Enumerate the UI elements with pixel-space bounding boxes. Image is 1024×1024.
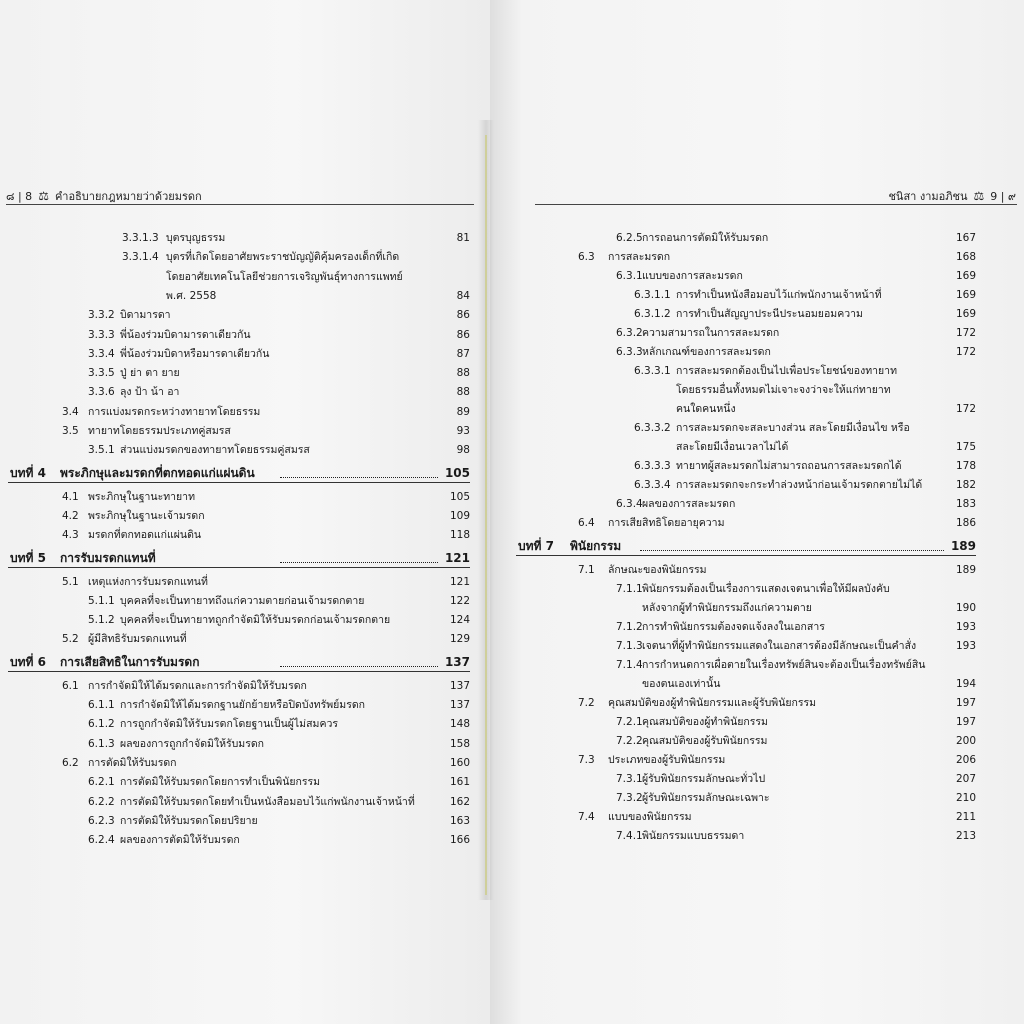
left-header-rule [6,204,474,205]
toc-entry [0,680,480,694]
toc-entry [490,716,1024,730]
toc-entry-page-number: 124 [449,614,470,627]
toc-entry-page-number: 197 [955,716,976,728]
toc-entry-page-number: 88 [456,367,470,380]
toc-entry-title: เหตุแห่งการรับมรดกแทนที่ [88,575,208,588]
toc-entry-title: การทำเป็นหนังสือมอบไว้แก่พนักงานเจ้าหน้าที่ [676,289,882,301]
toc-entry-title: ผู้มีสิทธิรับมรดกแทนที่ [88,633,187,646]
toc-entry-number: 3.4 [62,405,79,418]
toc-entry [490,754,1024,768]
chapter-underline [8,671,470,672]
toc-entry-page-number: 167 [955,232,976,244]
book-spine [485,135,487,895]
toc-entry-number: 3.3.1.3 [122,232,159,244]
toc-entry-page-number: 89 [456,405,470,418]
toc-chapter-entry [490,540,1024,554]
toc-entry [0,776,480,790]
toc-entry-number: 7.4.1 [616,830,643,842]
toc-entry-number: 6.3.2 [616,327,643,339]
toc-entry-title: ทายาทโดยธรรมประเภทคู่สมรส [88,425,231,437]
toc-entry [0,633,480,647]
toc-entry-page-number: 206 [955,754,976,766]
toc-entry-title: หลักเกณฑ์ของการสละมรดก [642,346,771,358]
toc-entry-number: 7.1.3 [616,640,643,652]
toc-entry-number: 3.5 [62,425,79,437]
toc-entry-number: 4.3 [62,529,79,542]
toc-entry-page-number: 189 [950,539,976,553]
toc-entry-page-number: 81 [456,232,470,244]
chapter-leader-dots [280,562,438,563]
toc-entry-number: 3.3.1.4 [122,251,159,264]
toc-entry-number: 3.3.5 [88,367,115,380]
toc-entry-page-number: 122 [449,594,470,607]
toc-entry-number: 7.3.1 [616,773,643,785]
toc-entry-number: 3.3.3 [88,328,115,341]
toc-entry-number: 6.2.5 [616,232,643,244]
toc-entry-number: 3.5.1 [88,444,115,457]
toc-entry-page-number: 161 [449,776,470,789]
toc-entry-page-number: 121 [444,550,470,565]
toc-entry [490,441,1024,455]
toc-entry [490,697,1024,711]
toc-entry [490,232,1024,246]
toc-entry-title: คุณสมบัติของผู้ทำพินัยกรรม [642,716,768,728]
toc-entry-page-number: 93 [456,425,470,437]
toc-entry [0,510,480,524]
toc-entry-page-number: 194 [955,678,976,690]
toc-entry-number: 7.4 [578,811,595,823]
toc-entry-number: 3.3.2 [88,309,115,322]
toc-entry-title: มรดกที่ตกทอดแก่แผ่นดิน [88,529,202,542]
toc-entry-title: ผู้รับพินัยกรรมลักษณะเฉพาะ [642,792,770,804]
toc-entry-number: 6.3.4 [616,498,643,510]
toc-entry-number: 7.1.2 [616,621,643,633]
toc-entry-title: บุคคลที่จะเป็นทายาทถึงแก่ความตายก่อนเจ้ามรดกตาย [120,594,365,607]
toc-entry [490,479,1024,493]
toc-entry-page-number: 148 [449,718,470,731]
toc-entry-number: 6.4 [578,517,595,529]
right-header-rule [535,204,1017,205]
toc-entry-number: 7.2.1 [616,716,643,728]
toc-entry-title: พินัยกรรม [570,539,622,553]
toc-entry-page-number: 182 [955,479,976,491]
toc-entry-title: บุคคลที่จะเป็นทายาทถูกกำจัดมิให้รับมรดกก่อนเจ้ามรดกตาย [120,614,391,627]
toc-entry-title: พ.ศ. 2558 [166,289,217,302]
toc-entry-page-number: 88 [456,386,470,399]
toc-entry-title: การสละมรดก [608,251,671,263]
toc-entry-page-number: 211 [955,811,976,823]
toc-entry-page-number: 172 [955,346,976,358]
toc-entry [490,365,1024,379]
toc-entry [490,602,1024,616]
toc-entry-number: 6.3.3.2 [634,422,671,434]
toc-entry-page-number: 172 [955,327,976,339]
right-running-header [888,187,1016,205]
toc-entry-page-number: 87 [456,347,470,360]
toc-entry-page-number: 163 [449,814,470,827]
scales-of-justice-icon: ⚖ [38,189,49,203]
left-book-title: คำอธิบายกฎหมายว่าด้วยมรดก [54,190,202,203]
toc-entry [490,460,1024,474]
toc-entry [0,738,480,752]
toc-entry-page-number: 162 [449,795,470,808]
toc-entry-page-number: 137 [449,699,470,711]
toc-entry-title: แบบของการสละมรดก [642,270,743,282]
toc-entry-number: 6.3.3.3 [634,460,671,472]
toc-entry-title: การตัดมิให้รับมรดกโดยการทำเป็นพินัยกรรม [120,776,321,789]
toc-entry-page-number: 118 [449,529,470,542]
toc-entry [0,595,480,609]
toc-entry-page-number: 193 [955,621,976,633]
toc-entry [490,773,1024,787]
toc-entry-title: ผลของการสละมรดก [642,498,736,510]
toc-entry-number: บทที่ 6 [10,654,46,669]
toc-entry [0,834,480,848]
toc-entry-number: 6.3 [578,251,595,263]
toc-entry [0,576,480,590]
toc-entry [0,367,480,381]
toc-entry [0,718,480,732]
right-author-name: ชนิสา งามอภิชน [888,190,968,203]
toc-entry-page-number: 84 [456,289,470,302]
toc-entry-page-number: 178 [955,460,976,472]
toc-entry-title: คุณสมบัติของผู้รับพินัยกรรม [642,735,768,747]
toc-entry [490,659,1024,673]
toc-entry-title: การถูกกำจัดมิให้รับมรดกโดยฐานเป็นผู้ไม่สมควร [120,718,338,731]
chapter-leader-dots [640,550,944,551]
toc-entry-page-number: 186 [955,517,976,529]
toc-entry-title: พระภิกษุในฐานะเจ้ามรดก [88,509,205,522]
toc-entry-number: 6.3.3 [616,346,643,358]
toc-entry-number: 6.1.1 [88,699,115,711]
toc-entry [0,406,480,420]
toc-entry [490,517,1024,531]
toc-entry-number: 7.1.1 [616,583,643,595]
toc-entry-page-number: 193 [955,640,976,652]
toc-entry-page-number: 86 [456,309,470,322]
toc-entry [490,327,1024,341]
toc-entry-page-number: 109 [449,509,470,522]
toc-entry-title: การสละมรดกต้องเป็นไปเพื่อประโยชน์ของทายาท [676,365,897,377]
toc-entry-number: 6.1 [62,679,79,692]
chapter-leader-dots [280,477,438,478]
toc-entry-title: ปู่ ย่า ตา ยาย [120,367,180,380]
toc-entry [490,621,1024,635]
toc-entry-title: หลังจากผู้ทำพินัยกรรมถึงแก่ความตาย [642,602,812,614]
toc-entry-title: การกำหนดการเผื่อตายในเรื่องทรัพย์สินจะต้องเป็นเรื่องทรัพย์สิน [642,659,926,671]
toc-entry-title: การสละมรดกจะสละบางส่วน สละโดยมีเงื่อนไข หรือ [676,422,910,434]
toc-entry-number: 5.1.1 [88,594,115,607]
toc-entry-number: 6.2.1 [88,776,115,789]
toc-entry [490,384,1024,398]
toc-entry-page-number: 168 [955,251,976,263]
toc-entry-title: ทายาทผู้สละมรดกไม่สามารถถอนการสละมรดกได้ [676,460,902,472]
toc-entry [490,346,1024,360]
toc-entry-page-number: 86 [456,328,470,341]
toc-entry-title: การทำเป็นสัญญาประนีประนอมยอมความ [676,308,863,320]
toc-entry-number: 4.1 [62,490,79,503]
toc-entry-number: บทที่ 7 [518,539,554,553]
toc-entry-title: ลุง ป้า น้า อา [120,386,180,399]
toc-entry [0,757,480,771]
toc-entry [490,640,1024,654]
toc-entry-number: 6.2.3 [88,814,115,827]
toc-entry-page-number: 169 [955,289,976,301]
chapter-underline [8,567,470,568]
toc-entry [490,811,1024,825]
toc-entry-page-number: 197 [955,697,976,709]
toc-entry [0,796,480,810]
toc-entry-title: การรับมรดกแทนที่ [60,550,156,565]
toc-entry-number: 4.2 [62,509,79,522]
right-page [490,0,1024,1024]
toc-entry-page-number: 213 [955,830,976,842]
toc-entry [0,348,480,362]
toc-entry-page-number: 98 [456,444,470,457]
toc-entry [490,422,1024,436]
toc-entry [490,735,1024,749]
toc-entry [490,289,1024,303]
toc-entry-page-number: 169 [955,308,976,320]
toc-entry-title: พระภิกษุและมรดกที่ตกทอดแก่แผ่นดิน [60,465,255,480]
toc-entry-title: บิดามารดา [120,309,171,322]
left-running-header [6,187,202,205]
toc-entry-number: บทที่ 5 [10,550,46,565]
toc-entry-title: ผลของการถูกกำจัดมิให้รับมรดก [120,737,265,750]
toc-entry [490,308,1024,322]
toc-entry-page-number: 129 [449,633,470,646]
toc-entry-title: การตัดมิให้รับมรดกโดยปริยาย [120,814,258,827]
toc-entry-page-number: 160 [449,756,470,769]
toc-entry [490,678,1024,692]
toc-entry [490,270,1024,284]
toc-entry [490,403,1024,417]
toc-entry-page-number: 207 [955,773,976,785]
toc-entry-number: 5.1.2 [88,614,115,627]
toc-entry-number: 7.2 [578,697,595,709]
toc-entry-title: ประเภทของผู้รับพินัยกรรม [608,754,726,766]
toc-entry [490,498,1024,512]
toc-entry-title: บุตรบุญธรรม [166,232,226,244]
toc-entry [0,491,480,505]
toc-entry-number: 7.1.4 [616,659,643,671]
toc-entry [490,583,1024,597]
toc-entry-title: โดยอาศัยเทคโนโลยีช่วยการเจริญพันธุ์ทางการแพทย์ [166,270,403,283]
toc-entry-title: ของตนเองเท่านั้น [642,678,721,690]
toc-entry [0,271,480,285]
toc-entry-title: โดยธรรมอื่นทั้งหมดไม่เจาะจงว่าจะให้แก่ทายาท [676,384,891,396]
toc-entry [0,329,480,343]
left-page [0,0,490,1024]
toc-entry-page-number: 189 [955,564,976,576]
toc-entry-title: การตัดมิให้รับมรดก [88,756,177,769]
toc-entry-number: 5.1 [62,575,79,588]
toc-entry-number: 6.2 [62,756,79,769]
toc-entry-page-number: 137 [449,679,470,692]
toc-entry-title: พี่น้องร่วมบิดาหรือมารดาเดียวกัน [120,347,270,360]
toc-entry [490,830,1024,844]
toc-chapter-entry [0,467,480,481]
toc-entry [0,614,480,628]
toc-entry-number: 3.3.6 [88,386,115,399]
toc-entry-page-number: 210 [955,792,976,804]
toc-entry-page-number: 137 [444,654,470,669]
toc-entry-title: การแบ่งมรดกระหว่างทายาทโดยธรรม [88,405,261,418]
toc-entry-page-number: 169 [955,270,976,282]
toc-entry-title: พินัยกรรมแบบธรรมดา [642,830,745,842]
toc-entry-page-number: 175 [955,441,976,453]
toc-entry-number: 6.3.3.1 [634,365,671,377]
toc-entry [0,815,480,829]
toc-entry [490,251,1024,265]
toc-entry-title: แบบของพินัยกรรม [608,811,692,823]
toc-entry [490,792,1024,806]
toc-entry-title: บุตรที่เกิดโดยอาศัยพระราชบัญญัติคุ้มครองเด็กที่เกิด [166,251,400,264]
chapter-leader-dots [280,666,438,667]
toc-entry [0,529,480,543]
toc-chapter-entry [0,656,480,670]
toc-entry-title: ลักษณะของพินัยกรรม [608,564,707,576]
toc-entry-number: 6.2.4 [88,834,115,847]
toc-entry-title: คนใดคนหนึ่ง [676,403,736,415]
toc-entry [0,425,480,439]
toc-entry-page-number: 105 [449,490,470,503]
toc-entry-number: 6.2.2 [88,795,115,808]
toc-entry-page-number: 183 [955,498,976,510]
toc-entry-title: การเสียสิทธิโดยอายุความ [608,517,725,529]
toc-entry-title: การกำจัดมิให้ได้มรดกและการกำจัดมิให้รับมรดก [88,679,307,692]
toc-entry [0,232,480,246]
toc-entry-title: การเสียสิทธิในการรับมรดก [60,654,200,669]
toc-entry-number: 5.2 [62,633,79,646]
toc-entry-number: 7.3.2 [616,792,643,804]
chapter-underline [516,555,976,556]
toc-entry-page-number: 166 [449,834,470,847]
toc-entry-number: 7.2.2 [616,735,643,747]
toc-entry-number: 6.3.1.2 [634,308,671,320]
toc-entry-title: ส่วนแบ่งมรดกของทายาทโดยธรรมคู่สมรส [120,444,310,457]
toc-entry-title: คุณสมบัติของผู้ทำพินัยกรรมและผู้รับพินัยกรรม [608,697,817,709]
toc-entry-page-number: 158 [449,737,470,750]
toc-entry-page-number: 190 [955,602,976,614]
toc-entry-title: การกำจัดมิให้ได้มรดกฐานยักย้ายหรือปิดบังทรัพย์มรดก [120,699,366,711]
toc-entry-title: ผลของการตัดมิให้รับมรดก [120,834,240,847]
toc-entry-title: ความสามารถในการสละมรดก [642,327,780,339]
toc-entry-page-number: 200 [955,735,976,747]
toc-entry-title: พระภิกษุในฐานะทายาท [88,490,195,503]
scales-of-justice-icon: ⚖ [973,189,985,203]
toc-entry [490,564,1024,578]
toc-entry [0,251,480,265]
toc-entry [0,444,480,458]
toc-entry [0,290,480,304]
toc-entry-title: การสละมรดกจะกระทำล่วงหน้าก่อนเจ้ามรดกตายไม่ได้ [676,479,923,491]
toc-entry-number: 6.3.3.4 [634,479,671,491]
toc-entry-title: สละโดยมีเงื่อนเวลาไม่ได้ [676,441,789,453]
toc-entry-page-number: 105 [444,465,470,480]
toc-entry-number: 7.3 [578,754,595,766]
toc-entry-title: การถอนการตัดมิให้รับมรดก [642,232,769,244]
toc-entry-title: การตัดมิให้รับมรดกโดยทำเป็นหนังสือมอบไว้แก่พนักงานเจ้าหน้าที่ [120,795,415,808]
toc-entry-number: 6.3.1 [616,270,643,282]
toc-entry-title: พินัยกรรมต้องเป็นเรื่องการแสดงเจตนาเพื่อให้มีผลบังคับ [642,583,890,595]
right-page-number: 9 | ๙ [990,190,1016,203]
toc-entry-number: บทที่ 4 [10,465,46,480]
toc-entry-title: พี่น้องร่วมบิดามารดาเดียวกัน [120,328,251,341]
toc-entry-page-number: 121 [449,575,470,588]
toc-entry-title: การทำพินัยกรรมต้องจดแจ้งลงในเอกสาร [642,621,825,633]
toc-entry-title: เจตนาที่ผู้ทำพินัยกรรมแสดงในเอกสารต้องมีลักษณะเป็นคำสั่ง [642,640,917,652]
toc-entry-number: 6.1.3 [88,737,115,750]
toc-chapter-entry [0,552,480,566]
chapter-underline [8,482,470,483]
toc-entry-number: 3.3.4 [88,347,115,360]
toc-entry [0,386,480,400]
toc-entry-page-number: 172 [955,403,976,415]
toc-entry-number: 7.1 [578,564,595,576]
toc-entry-title: ผู้รับพินัยกรรมลักษณะทั่วไป [642,773,766,785]
left-page-number: ๘ | 8 [6,190,33,203]
toc-entry-number: 6.1.2 [88,718,115,731]
toc-entry [0,699,480,713]
toc-entry [0,309,480,323]
toc-entry-number: 6.3.1.1 [634,289,671,301]
